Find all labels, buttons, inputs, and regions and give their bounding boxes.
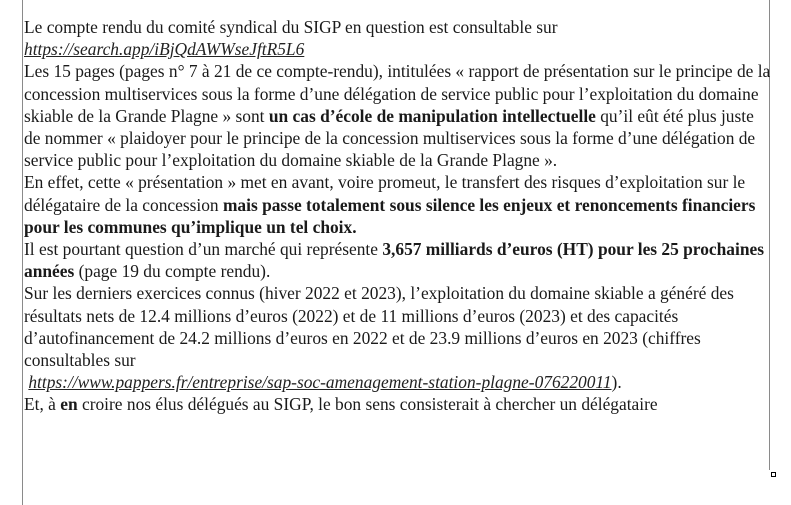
presentation-text: En effet, cette « présentation » met en avant, voire promeut, le transfert des risques d’exploitation sur le délégataire de la concession xyxy=(24,172,746,215)
elus-text: Et, à xyxy=(24,394,61,415)
page-left-margin-line xyxy=(22,0,23,505)
compte-rendu-link[interactable]: https://search.app/iBjQdAWWseJftR5L6 xyxy=(24,39,305,60)
marche-bold: 3,657 milliards d’euros (HT) pour les 25 prochaines années xyxy=(24,239,764,282)
paragraph-intro xyxy=(24,16,772,60)
intro-text: Le compte rendu du comité syndical du SIGP en question est consultable sur xyxy=(24,17,558,37)
exercices-text: Sur les derniers exercices connus (hiver 2022 et 2023), l’exploitation du domaine skiable a généré des résultats nets de 12.4 millions d’euros (2022) et de 11 millions d’euros (2023) et des capacités d’autofinancement de 24.2 millions d’euros en 2022 et de 23.9 millions d’euros en 2023 (chiffres consultables sur xyxy=(24,283,734,371)
text-frame-handle[interactable] xyxy=(771,472,776,477)
elus-bold: en xyxy=(60,394,78,415)
paragraph-marche xyxy=(24,238,772,282)
exercices-text-end: ). xyxy=(611,372,622,393)
paragraph-rapport xyxy=(24,60,772,171)
rapport-text: Les 15 pages (pages n° 7 à 21 de ce compte-rendu), intitulées « rapport de présentation sur le principe de la concession multiservices sous la forme d’une délégation de service public pour l’exploitation du domaine skiable de la Grande Plagne » sont xyxy=(24,61,771,126)
paragraph-elus xyxy=(24,393,772,415)
document-body[interactable] xyxy=(24,16,772,416)
marche-text: Il est pourtant question d’un marché qui représente xyxy=(24,239,383,260)
elus-text-end: croire nos élus délégués au SIGP, le bon sens consisterait à chercher un délégataire xyxy=(77,394,658,415)
rapport-text-end: qu’il eût été plus juste de nommer « plaidoyer pour le principe de la concession multiservices sous la forme d’une délégation de service public pour l’exploitation du domaine skiable de la Grande Plagne ». xyxy=(24,105,756,171)
marche-text-end: (page 19 du compte rendu). xyxy=(74,261,271,282)
rapport-bold: un cas d’école de manipulation intellectuelle xyxy=(268,105,596,126)
presentation-bold: mais passe totalement sous silence les enjeux et renoncements financiers pour les communes qu’implique un tel choix. xyxy=(24,194,756,237)
paragraph-exercices xyxy=(24,282,772,393)
pappers-link[interactable]: https://www.pappers.fr/entreprise/sap-soc-amenagement-station-plagne-076220011 xyxy=(28,372,612,393)
paragraph-presentation xyxy=(24,171,772,238)
